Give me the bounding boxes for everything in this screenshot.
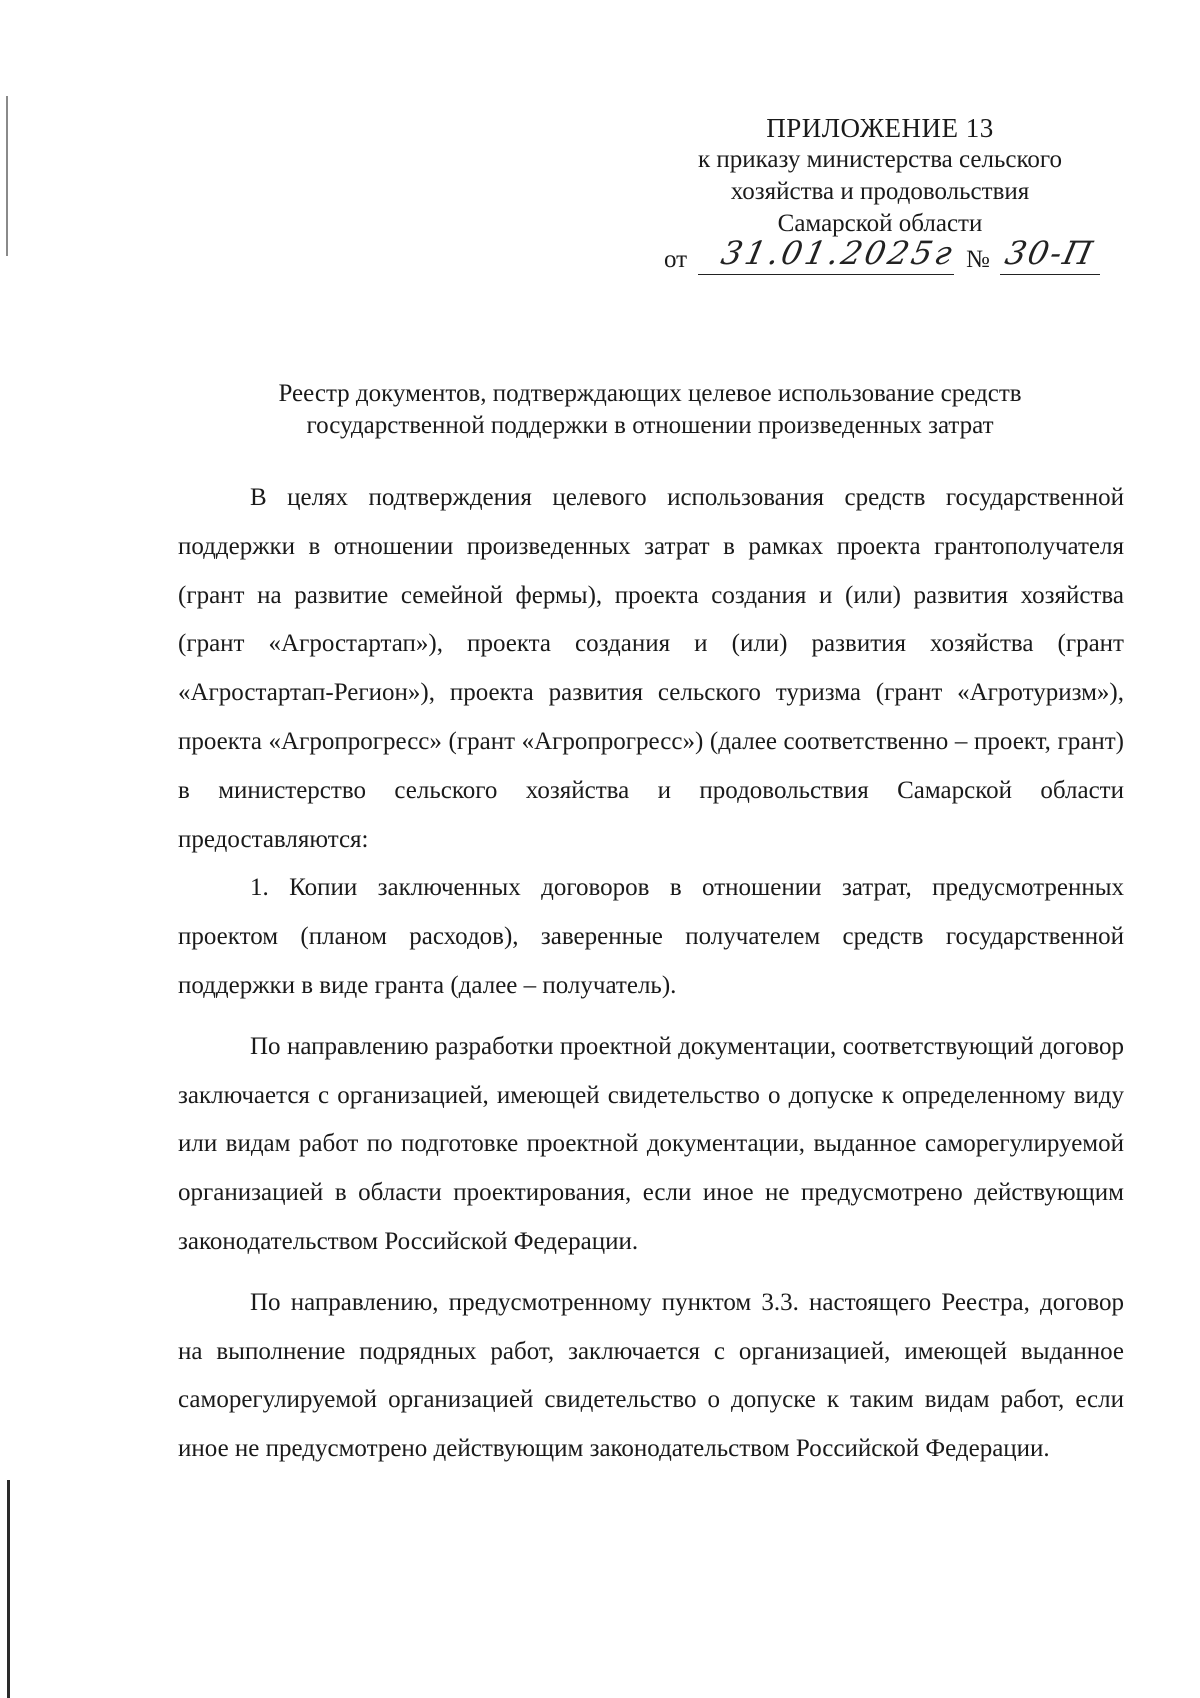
order-reference-line — [664, 234, 1124, 278]
paragraph-item-1: 1. Копии заключенных договоров в отношении затрат, предусмотренных проектом (планом расходов), заверенные получателем средств государственной поддержки в виде гранта (далее – получатель). — [178, 874, 1124, 999]
order-number-field — [1000, 234, 1100, 275]
scan-edge-bottom — [7, 1480, 10, 1698]
number-label: № — [966, 246, 990, 273]
document-title — [176, 378, 1124, 442]
scan-edge-top — [6, 96, 8, 256]
document-title-line-2: государственной поддержки в отношении произведенных затрат — [306, 412, 994, 439]
order-date-handwritten: 31.01.2025г — [717, 234, 959, 272]
paragraph-intro: В целях подтверждения целевого использования средств государственной поддержки в отношении произведенных затрат в рамках проекта грантополучателя (грант на развитие семейной фермы), проекта создания и (или) развития хозяйства (грант «Агростартап»), проекта создания и (или) развития хозяйства (грант «Агростартап-Регион»), проекта развития сельского туризма (грант «Агротуризм»), проекта «Агропрогресс» (грант «Агропрогресс») (далее соответственно – проект, грант) в министерство сельского хозяйства и продовольствия Самарской области предоставляются: — [178, 484, 1124, 853]
from-label: от — [664, 246, 688, 273]
appendix-line-1: к приказу министерства сельского — [697, 146, 1062, 173]
order-date-field — [698, 234, 959, 275]
appendix-header — [660, 112, 1100, 240]
paragraph-project-docs: По направлению разработки проектной документации, соответствующий договор заключается с организацией, имеющей свидетельство о допуске к определенному виду или видам работ по подготовке проектной документации, выданное саморегулируемой организацией в области проектирования, если иное не предусмотрено действующим законодательством Российской Федерации. — [178, 1032, 1124, 1255]
appendix-line-2: хозяйства и продовольствия — [730, 178, 1030, 205]
order-number-handwritten: 30-П — [1001, 234, 1098, 272]
paragraph-contract-works: По направлению, предусмотренному пунктом 3.3. настоящего Реестра, договор на выполнение подрядных работ, заключается с организацией, имеющей выданное саморегулируемой организацией свидетельство о допуске к таким видам работ, если иное не предусмотрено действующим законодательством Российской Федерации. — [178, 1288, 1124, 1463]
appendix-line-3: Самарской области — [777, 210, 983, 237]
appendix-title: ПРИЛОЖЕНИЕ 13 — [766, 113, 994, 143]
document-body — [178, 474, 1124, 1474]
document-title-line-1: Реестр документов, подтверждающих целевое использование средств — [278, 380, 1022, 407]
